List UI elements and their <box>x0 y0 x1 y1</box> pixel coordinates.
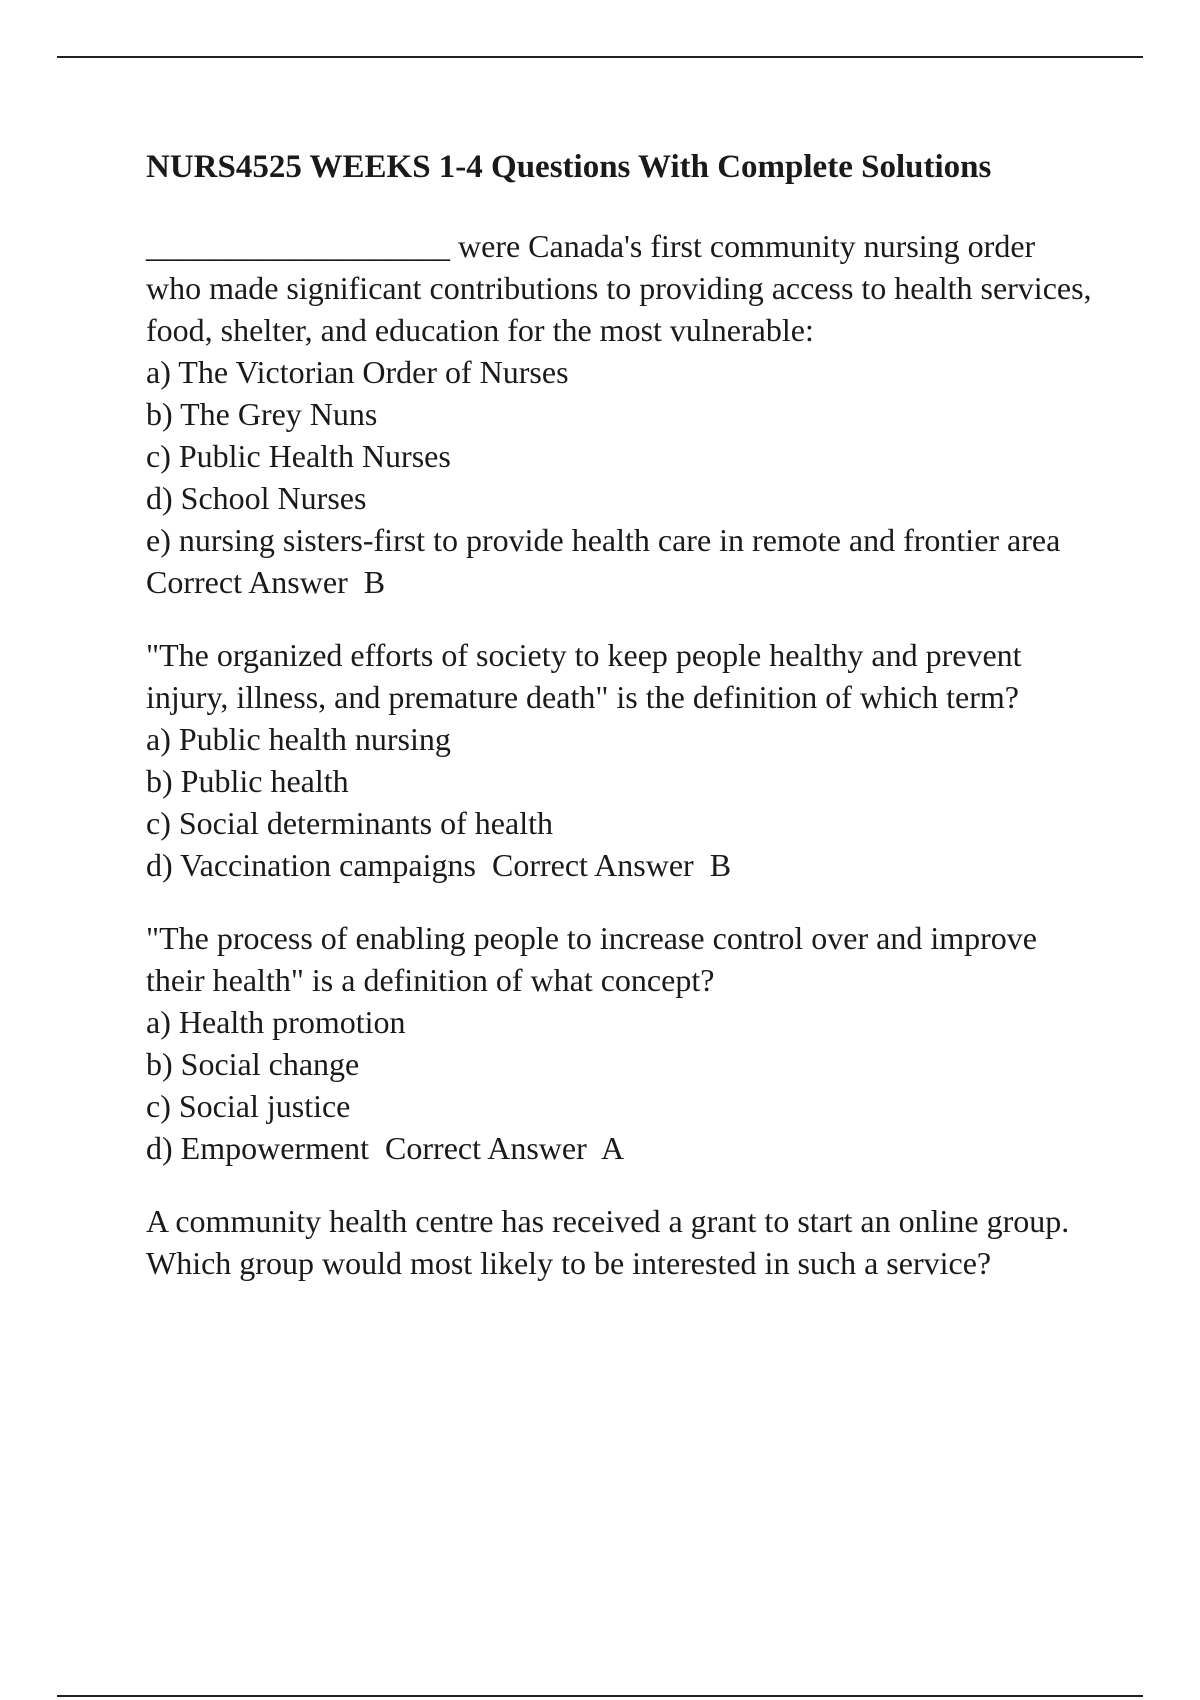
question-stem: "The process of enabling people to increase control over and improve their health" is a definition of what concept? <box>146 920 1045 998</box>
question-stem: A community health centre has received a grant to start an online group. Which group would most likely to be interested in such a service? <box>146 1203 1077 1281</box>
question-2 <box>146 634 1096 886</box>
answer-option: c) Public Health Nurses <box>146 438 451 474</box>
question-stem: ___________________ were Canada's first community nursing order who made significant contributions to providing access to health services, food, shelter, and education for the most vulnerable: <box>146 228 1100 348</box>
document-title: NURS4525 WEEKS 1-4 Questions With Complete Solutions <box>146 149 992 185</box>
answer-option-with-correct-answer: d) Vaccination campaigns Correct Answer B <box>146 847 732 883</box>
answer-option: b) The Grey Nuns <box>146 396 378 432</box>
question-stem: "The organized efforts of society to keep people healthy and prevent injury, illness, and premature death" is the definition of which term? <box>146 637 1030 715</box>
document-body <box>146 140 1100 1284</box>
answer-option: d) School Nurses <box>146 480 367 516</box>
question-3 <box>146 917 1096 1169</box>
answer-option: a) The Victorian Order of Nurses <box>146 354 569 390</box>
answer-option: b) Social change <box>146 1046 360 1082</box>
answer-option: a) Public health nursing <box>146 721 451 757</box>
answer-option-with-correct-answer: e) nursing sisters-first to provide health care in remote and frontier area Correct Answer B <box>146 522 1077 600</box>
answer-option: b) Public health <box>146 763 349 799</box>
answer-option: a) Health promotion <box>146 1004 406 1040</box>
question-1 <box>146 225 1100 603</box>
answer-option-with-correct-answer: d) Empowerment Correct Answer A <box>146 1130 625 1166</box>
header-rule <box>57 56 1143 58</box>
answer-option: c) Social justice <box>146 1088 351 1124</box>
question-4 <box>146 1200 1096 1284</box>
answer-option: c) Social determinants of health <box>146 805 553 841</box>
footer-rule <box>57 1695 1143 1697</box>
